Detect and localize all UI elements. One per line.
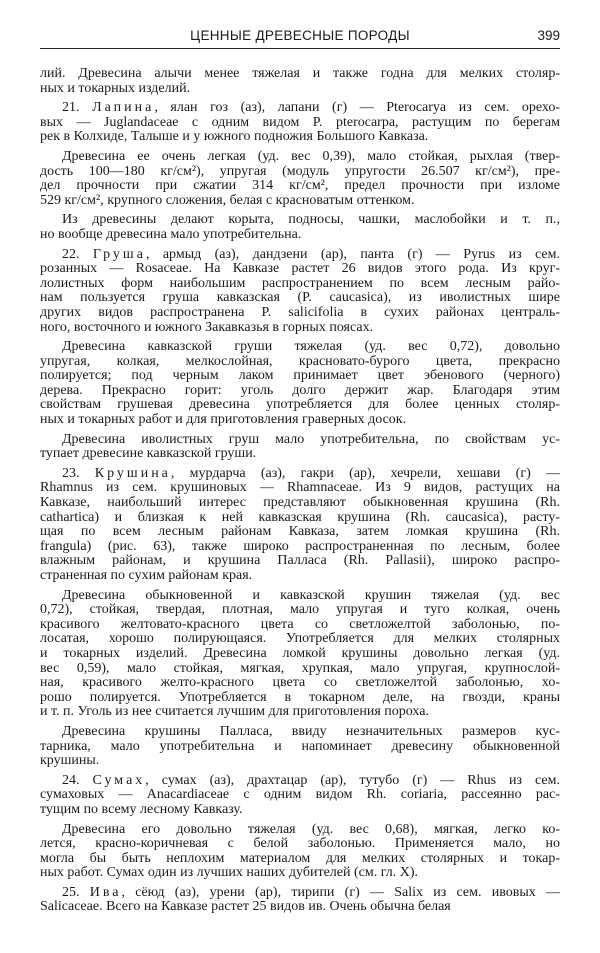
text-line: Древесина кавказской груши тяжелая (уд. вес 0,72), довольно [62,339,560,355]
text-line: щая по всем лесным районам Кавказа, затем ломкая крушина (Rh. [40,524,560,540]
entry-first-line: , сёюд (аз), урени (ар), тирипи (г) — Salix из сем. ивовых — [121,884,560,900]
species-name: Груша [92,246,146,262]
text-line: упругая, колкая, мелкослойная, красновато-бурого цвета, прекрасно [40,353,560,369]
paragraph [40,433,560,462]
text-line: страненная по сухим районам края. [40,568,253,583]
text-line: ная, красивого желто-красного цвета со светложелтой заболонью, хо- [40,675,560,691]
species-name: Ива [89,884,122,900]
text-line: свойствам грушевая древесина употребляется для более ценных столяр- [40,397,560,413]
text-line: Древесина крушины Палласа, ввиду незначительных размеров кус- [62,723,560,739]
text-line [40,467,560,482]
text-line: розанных — Rosaceae. На Кавказе растет 26 видов этого рода. Из круг- [40,261,560,277]
body-text [40,67,560,915]
text-line [40,886,560,901]
species-entry [40,886,560,915]
text-line: 0,72), стойкая, твердая, плотная, мало упругая и туго колкая, очень [40,602,560,618]
paragraph [40,213,560,242]
running-title: ЦЕННЫЕ ДРЕВЕСНЫЕ ПОРОДЫ [190,28,410,43]
text-line: лосатая, хорошо полирующаяся. Употребляется для мелких столярных [40,631,560,647]
text-line [40,774,560,789]
entry-number: 25. [62,884,90,900]
paragraph [40,340,560,428]
text-line: лется, красно-коричневая с белой заболонью. Применяется мало, но [40,836,560,852]
text-line: крушины. [40,753,100,769]
entry-number: 21. [62,100,93,116]
text-line: Древесина его довольно тяжелая (уд. вес 0,68), мягкая, легко ко- [62,821,560,837]
text-line: других видов распространена P. salicifolia в сухих районах централь- [40,304,560,320]
entry-first-line: , ялан гоз (аз), лапани (г) — Pterocarya из сем. орехо- [154,100,561,116]
text-line: 529 кг/см², крупного сложения, белая с красноватым оттенком. [40,192,415,208]
text-line: cathartica) и близкая к ней кавказская крушина (Rh. caucasica), расту- [40,509,560,525]
text-line [40,248,560,263]
entry-number: 24. [62,772,93,788]
text-line: могла бы быть неплохим материалом для мелких столярных и токар- [40,850,560,866]
species-name: Лапина [92,100,155,116]
text-line: тупает древесине кавказской груши. [40,446,257,462]
species-name: Крушина [94,465,171,481]
entry-first-line: , мурдарча (аз), гакри (ар), хечрели, хешави (г) — [170,465,561,481]
text-line: Rhamnus из сем. крушиновых — Rhamnaceae. Из 9 видов, растущих на [40,480,560,496]
paragraph [40,823,560,881]
paragraph [40,725,560,769]
text-line: но вообще древесина мало употребительна. [40,226,302,242]
text-line: полируется; под черным лаком принимает цвет эбенового (черного) [40,368,560,384]
text-line: вых — Juglandaceae с одним видом P. pterocarpa, растущим по берегам [40,114,560,130]
text-line: Из древесины делают корыта, подносы, чашки, маслобойки и т. п., [62,212,560,228]
text-line: рошо полируется. Употребляется в токарном деле, на гвозди, краны [40,689,560,705]
text-line: влажным районам, и крушина Палласа (Rh. Pallasii), широко распро- [40,553,560,569]
running-header [40,28,560,49]
text-line: и т. п. Уголь из нее считается лучшим для приготовления пороха. [40,704,429,720]
species-entry [40,774,560,818]
paragraph [40,67,560,96]
text-line: Кавказе, наибольший интерес представляют обыкновенная крушина (Rh. [40,495,560,511]
species-entry [40,467,560,584]
species-entry [40,101,560,145]
paragraph [40,589,560,720]
text-line: дел прочности при сжатии 314 кг/см², предел прочности при изломе [40,178,560,194]
text-line: Древесина ее очень легкая (уд. вес 0,39), мало стойкая, рыхлая (твер- [62,148,560,164]
species-entry [40,248,560,336]
text-line: лий. Древесина алычи менее тяжелая и также годна для мелких столяр- [40,66,560,81]
text-line: дерева. Прекрасно горит: уголь долго держит жар. Благодаря этим [40,382,560,398]
entry-first-line: , сумах (аз), драхтацар (ар), тутубо (г) — Rhus из сем. [145,772,561,788]
entry-first-line: , армыд (аз), дандзени (ар), панта (г) — Pyrus из сем. [145,246,560,262]
text-line: Salicaceae. Всего на Кавказе растет 25 видов ив. Очень обычна белая [40,899,451,915]
text-line: ного, восточного и южного Закавказья в горных поясах. [40,319,374,335]
text-line: лолистных форм наибольшим распространением по всем лесным райо- [40,275,560,291]
text-line: ных и токарных работ и для приготовления граверных досок. [40,412,407,428]
entry-number: 22. [62,246,93,262]
text-line: рек в Колхиде, Талыше и у южного подножия Большого Кавказа. [40,129,429,145]
text-line: тарника, мало употребительна и напоминает древесину обыкновенной [40,738,560,754]
species-name: Сумах [92,772,146,788]
text-line: дость 100—180 кг/см²), упругая (модуль упругости 26.507 кг/см²), пре- [40,163,560,179]
text-line: нам пользуется груша кавказская (P. caucasica), из иволистных шире [40,290,560,306]
text-line: Древесина обыкновенной и кавказской крушин тяжелая (уд. вес [62,587,560,603]
text-line: Древесина иволистных груш мало употребительна, по свойствам ус- [62,431,560,447]
text-line: вес 0,59), мало стойкая, мягкая, хрупкая, мало упругая, крупнослой- [40,660,560,676]
page-number: 399 [537,28,560,43]
text-line: сумаховых — Anacardiaceae с одним видом Rh. coriaria, рассеянно рас- [40,787,560,803]
paragraph [40,150,560,208]
text-line: ных и токарных изделий. [40,80,191,96]
text-line [40,101,560,116]
text-line: frangula) (рис. 63), также широко распространенная по лесным, более [40,538,560,554]
text-line: красивого желтовато-красного цвета со светложелтой заболонью, по- [40,616,560,632]
text-line: и токарных изделий. Древесина ломкой крушины довольно легкая (уд. [40,645,560,661]
text-line: тущим по всему лесному Кавказу. [40,801,243,817]
text-line: ных работ. Сумах один из лучших наших дубителей (см. гл. X). [40,865,419,881]
entry-number: 23. [62,465,95,481]
